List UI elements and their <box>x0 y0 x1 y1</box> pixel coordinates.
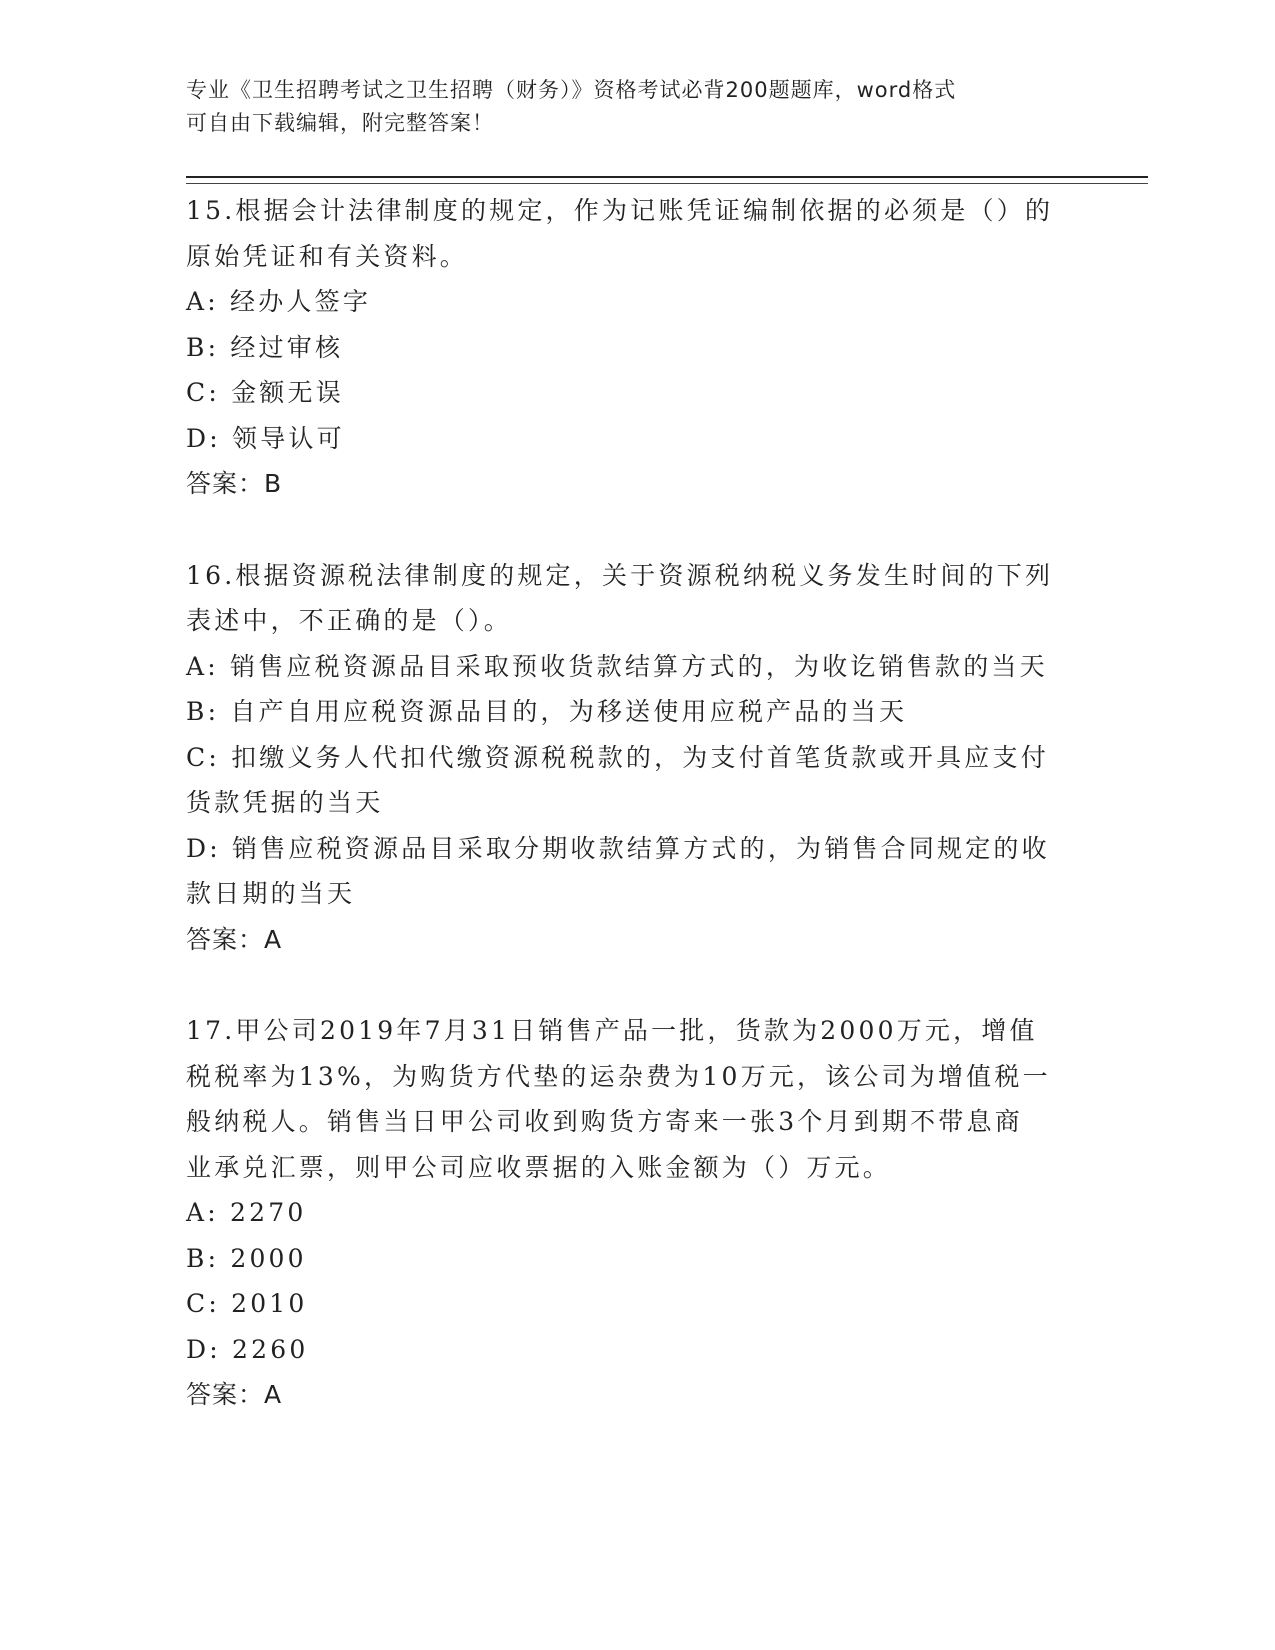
question-block <box>186 1008 1086 1418</box>
answer-option-line: A: 经办人签字 <box>186 287 372 316</box>
question-stem-line: 15.根据会计法律制度的规定，作为记账凭证编制依据的必须是（）的 <box>186 196 1054 225</box>
answer-option-line: C: 金额无误 <box>186 378 344 407</box>
question-list <box>186 188 1086 1464</box>
question-stem-line: 税税率为13%，为购货方代垫的运杂费为10万元，该公司为增值税一 <box>186 1061 1051 1091</box>
answer-option-line: 货款凭据的当天 <box>186 788 384 817</box>
answer-option-line: C: 扣缴义务人代扣代缴资源税税款的，为支付首笔货款或开具应支付 <box>186 742 1049 772</box>
answer-option-line: A: 2270 <box>186 1198 307 1227</box>
correct-answer: 答案：A <box>186 1380 283 1409</box>
header-divider-thick <box>186 176 1148 178</box>
question-block <box>186 188 1086 507</box>
document-header <box>186 74 1066 140</box>
question-stem-line: 原始凭证和有关资料。 <box>186 241 469 271</box>
header-divider-thin <box>186 183 1148 184</box>
answer-option-line: D: 销售应税资源品目采取分期收款结算方式的，为销售合同规定的收 <box>186 833 1050 863</box>
answer-option-line: C: 2010 <box>186 1289 308 1318</box>
correct-answer: 答案：B <box>186 469 283 498</box>
answer-option-line: A: 销售应税资源品目采取预收货款结算方式的，为收讫销售款的当天 <box>186 651 1048 681</box>
answer-option-line: B: 2000 <box>186 1243 307 1273</box>
question-stem-line: 表述中，不正确的是（）。 <box>186 606 512 635</box>
answer-option-line: D: 领导认可 <box>186 423 345 453</box>
question-stem-line: 16.根据资源税法律制度的规定，关于资源税纳税义务发生时间的下列 <box>186 560 1054 590</box>
answer-option-line: B: 自产自用应税资源品目的，为移送使用应税产品的当天 <box>186 697 908 726</box>
question-stem-line: 般纳税人。销售当日甲公司收到购货方寄来一张3个月到期不带息商 <box>186 1107 1023 1136</box>
header-line-2: 可自由下载编辑，附完整答案！ <box>186 111 494 135</box>
question-stem-line: 17.甲公司2019年7月31日销售产品一批，货款为2000万元，增值 <box>186 1016 1038 1045</box>
correct-answer: 答案：A <box>186 924 283 954</box>
answer-option-line: D: 2260 <box>186 1334 309 1364</box>
question-stem-line: 业承兑汇票，则甲公司应收票据的入账金额为（）万元。 <box>186 1152 892 1182</box>
answer-option-line: 款日期的当天 <box>186 879 356 908</box>
header-line-1: 专业《卫生招聘考试之卫生招聘（财务）》资格考试必背200题题库，word格式 <box>186 78 957 102</box>
answer-option-line: B: 经过审核 <box>186 332 344 362</box>
question-block <box>186 553 1086 963</box>
